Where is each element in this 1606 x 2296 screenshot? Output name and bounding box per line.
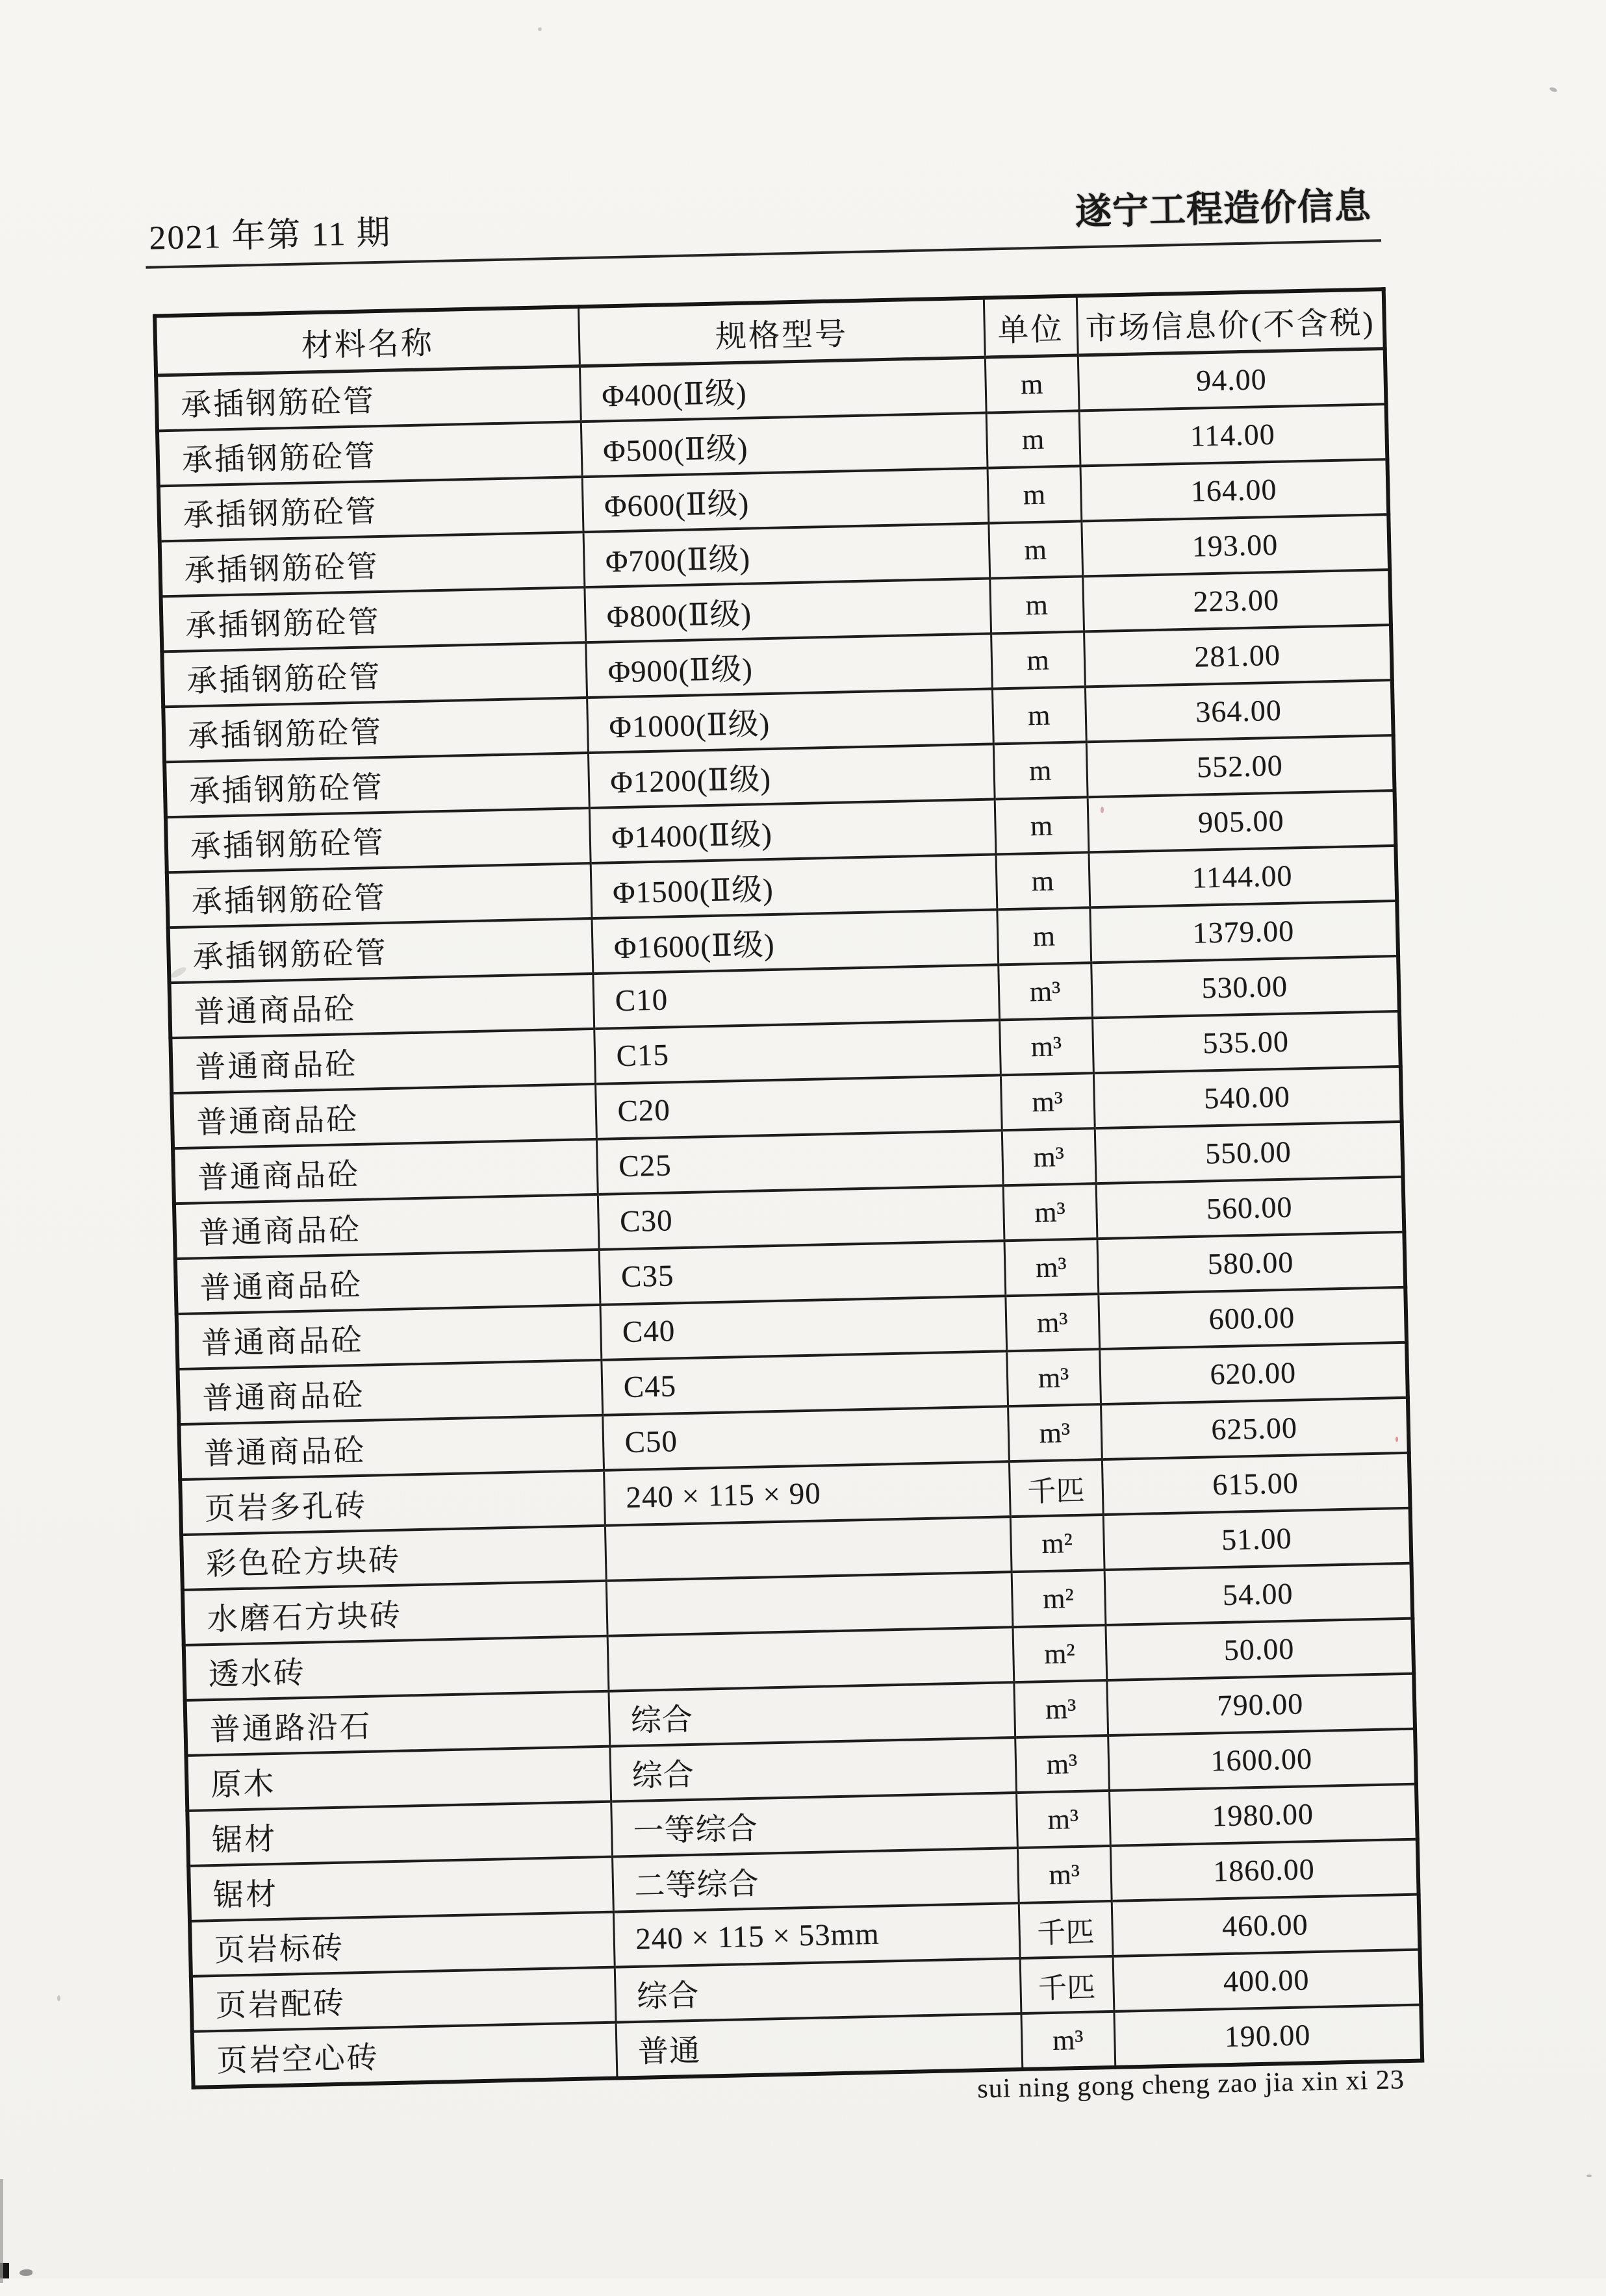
table-cell: m bbox=[989, 576, 1084, 633]
table-cell: 页岩标砖 bbox=[190, 1912, 615, 1976]
table-cell: 1860.00 bbox=[1110, 1839, 1419, 1901]
table-cell: 千匹 bbox=[1019, 1901, 1113, 1958]
table-cell: m bbox=[996, 852, 1090, 909]
table-cell: 二等综合 bbox=[612, 1848, 1019, 1912]
table-cell: 承插钢筋砼管 bbox=[160, 532, 585, 596]
table-cell: m³ bbox=[1004, 1239, 1098, 1296]
table-cell: m bbox=[986, 410, 1080, 468]
table-cell: 普通商品砼 bbox=[174, 1194, 599, 1259]
table-cell: C45 bbox=[601, 1351, 1008, 1415]
table-cell: 790.00 bbox=[1106, 1674, 1415, 1735]
table-cell: m bbox=[985, 355, 1079, 413]
table-cell: Φ600(Ⅱ级) bbox=[582, 468, 989, 533]
table-cell: 240 × 115 × 53mm bbox=[613, 1903, 1020, 1967]
table-cell: C50 bbox=[602, 1406, 1009, 1470]
table-cell: 承插钢筋砼管 bbox=[157, 422, 582, 486]
table-cell: Φ1600(Ⅱ级) bbox=[592, 909, 999, 974]
price-table-body bbox=[156, 349, 1422, 2088]
table-cell: m³ bbox=[1003, 1183, 1097, 1241]
table-cell: m³ bbox=[998, 963, 1092, 1020]
table-cell: Φ500(Ⅱ级) bbox=[581, 413, 988, 477]
table-cell: Φ400(Ⅱ级) bbox=[580, 357, 986, 422]
table-cell: 550.00 bbox=[1095, 1122, 1403, 1183]
table-cell: m³ bbox=[1006, 1349, 1101, 1406]
table-cell: 400.00 bbox=[1113, 1950, 1421, 2012]
table-cell: 530.00 bbox=[1091, 956, 1399, 1018]
table-cell: m³ bbox=[1001, 1073, 1095, 1130]
table-cell: 114.00 bbox=[1079, 404, 1388, 466]
table-cell: m bbox=[991, 631, 1085, 688]
table-cell: 综合 bbox=[608, 1682, 1015, 1747]
table-cell: 承插钢筋砼管 bbox=[156, 366, 581, 431]
table-cell: 彩色砼方块砖 bbox=[181, 1526, 606, 1590]
table-cell: m³ bbox=[1017, 1846, 1112, 1903]
table-cell: m³ bbox=[1013, 1680, 1108, 1737]
table-cell: C10 bbox=[593, 965, 999, 1029]
table-cell: 1379.00 bbox=[1090, 901, 1398, 963]
table-cell: m² bbox=[1012, 1625, 1106, 1682]
table-cell: 页岩配砖 bbox=[191, 1967, 616, 2032]
table-cell: 承插钢筋砼管 bbox=[163, 698, 588, 762]
table-cell: Φ1400(Ⅱ级) bbox=[589, 799, 996, 863]
table-cell: 1980.00 bbox=[1109, 1784, 1418, 1846]
table-cell: 承插钢筋砼管 bbox=[161, 587, 586, 651]
table-cell: 364.00 bbox=[1085, 680, 1394, 742]
table-cell: 223.00 bbox=[1082, 570, 1391, 631]
table-cell: m³ bbox=[1005, 1294, 1099, 1351]
table-cell: Φ700(Ⅱ级) bbox=[583, 524, 990, 588]
column-header-spec-model: 规格型号 bbox=[578, 298, 985, 366]
table-cell: 承插钢筋砼管 bbox=[159, 477, 583, 541]
table-cell: 普通商品砼 bbox=[179, 1415, 604, 1480]
table-cell: C25 bbox=[596, 1130, 1003, 1194]
table-cell: 1144.00 bbox=[1088, 846, 1397, 907]
table-cell: Φ1000(Ⅱ级) bbox=[587, 688, 993, 753]
table-cell: m bbox=[988, 466, 1082, 523]
table-cell: 460.00 bbox=[1112, 1895, 1420, 1956]
table-cell: 普通商品砼 bbox=[175, 1250, 600, 1314]
table-cell: 透水砖 bbox=[184, 1636, 609, 1700]
table-cell: 锯材 bbox=[187, 1802, 612, 1866]
table-cell: 普通商品砼 bbox=[172, 1084, 596, 1148]
table-cell: Φ1200(Ⅱ级) bbox=[588, 744, 995, 808]
column-header-market-price: 市场信息价(不含税) bbox=[1077, 289, 1385, 355]
table-cell: m³ bbox=[1008, 1404, 1102, 1461]
table-cell: 普通路沿石 bbox=[185, 1691, 610, 1756]
table-cell: m³ bbox=[1015, 1735, 1109, 1793]
table-cell: Φ900(Ⅱ级) bbox=[585, 634, 992, 698]
table-cell: 普通商品砼 bbox=[170, 1029, 595, 1093]
table-cell: m bbox=[992, 687, 1086, 744]
table-cell: 承插钢筋砼管 bbox=[166, 808, 591, 872]
table-cell: 普通商品砼 bbox=[170, 974, 594, 1038]
table-cell: 51.00 bbox=[1103, 1508, 1412, 1570]
table-cell: 580.00 bbox=[1097, 1232, 1405, 1294]
price-table bbox=[153, 287, 1424, 2089]
scan-artifact-corner-mark bbox=[0, 2263, 9, 2278]
table-cell: C20 bbox=[595, 1075, 1002, 1139]
table-cell: 540.00 bbox=[1093, 1066, 1402, 1128]
table-cell: 240 × 115 × 90 bbox=[604, 1461, 1010, 1526]
table-cell: m bbox=[995, 797, 1089, 854]
table-cell bbox=[607, 1627, 1014, 1691]
table-cell: 94.00 bbox=[1078, 349, 1386, 411]
table-cell: Φ800(Ⅱ级) bbox=[584, 579, 991, 643]
table-cell: 560.00 bbox=[1096, 1177, 1405, 1239]
table-cell: C40 bbox=[600, 1296, 1006, 1360]
table-cell: 620.00 bbox=[1099, 1343, 1408, 1404]
table-cell: 50.00 bbox=[1105, 1619, 1414, 1680]
table-cell: 千匹 bbox=[1009, 1459, 1103, 1517]
table-cell: m bbox=[997, 907, 1091, 965]
table-cell: m³ bbox=[999, 1018, 1093, 1075]
table-cell: 625.00 bbox=[1101, 1398, 1409, 1459]
table-cell: C30 bbox=[598, 1185, 1004, 1250]
table-cell: 普通 bbox=[616, 2013, 1023, 2078]
table-cell: 552.00 bbox=[1086, 735, 1395, 797]
column-header-material-name: 材料名称 bbox=[155, 307, 580, 375]
scan-artifact-edge-sliver bbox=[0, 2179, 3, 2283]
table-cell: m bbox=[988, 521, 1082, 578]
table-cell: 承插钢筋砼管 bbox=[168, 918, 593, 983]
table-cell: 锯材 bbox=[188, 1857, 613, 1921]
table-cell: 综合 bbox=[615, 1958, 1021, 2023]
table-cell: 190.00 bbox=[1114, 2005, 1422, 2067]
column-header-unit: 单位 bbox=[984, 296, 1078, 358]
table-cell: 普通商品砼 bbox=[173, 1139, 598, 1204]
table-cell: 原木 bbox=[186, 1747, 611, 1811]
table-cell: 193.00 bbox=[1081, 514, 1390, 576]
table-cell: m³ bbox=[1016, 1791, 1110, 1848]
table-cell: C35 bbox=[599, 1241, 1006, 1305]
table-cell: 普通商品砼 bbox=[177, 1305, 602, 1369]
table-cell: 页岩空心砖 bbox=[192, 2023, 617, 2088]
table-cell: 1600.00 bbox=[1108, 1729, 1416, 1791]
issue-label: 2021 年第 11 期 bbox=[148, 214, 392, 257]
publication-title: 遂宁工程造价信息 bbox=[1075, 186, 1372, 233]
table-cell: m² bbox=[1012, 1570, 1106, 1627]
page-footer-pinyin: sui ning gong cheng zao jia xin xi 23 bbox=[976, 2065, 1405, 2104]
table-cell: 905.00 bbox=[1088, 790, 1396, 852]
table-cell: 54.00 bbox=[1104, 1563, 1413, 1625]
table-cell: 承插钢筋砼管 bbox=[167, 863, 592, 927]
table-cell: m³ bbox=[1021, 2012, 1115, 2069]
table-cell: 600.00 bbox=[1098, 1287, 1407, 1349]
table-cell: m² bbox=[1010, 1515, 1104, 1572]
table-cell: 综合 bbox=[609, 1737, 1016, 1802]
table-cell bbox=[606, 1572, 1013, 1636]
table-cell: 535.00 bbox=[1092, 1011, 1401, 1073]
table-cell: 千匹 bbox=[1020, 1956, 1114, 2013]
table-cell: m bbox=[993, 742, 1088, 799]
table-cell: 164.00 bbox=[1080, 459, 1388, 521]
table-cell bbox=[605, 1517, 1012, 1581]
table-cell: 普通商品砼 bbox=[177, 1360, 602, 1424]
table-cell: 承插钢筋砼管 bbox=[164, 753, 589, 817]
table-cell: 281.00 bbox=[1084, 625, 1392, 687]
table-cell: C15 bbox=[594, 1020, 1001, 1084]
table-cell: 615.00 bbox=[1102, 1453, 1410, 1515]
table-cell: 页岩多孔砖 bbox=[180, 1470, 605, 1535]
table-cell: 承插钢筋砼管 bbox=[162, 642, 587, 707]
table-cell: 水磨石方块砖 bbox=[183, 1581, 607, 1645]
table-cell: m³ bbox=[1002, 1128, 1096, 1185]
table-cell: 一等综合 bbox=[611, 1793, 1017, 1857]
table-cell: Φ1500(Ⅱ级) bbox=[591, 854, 997, 918]
